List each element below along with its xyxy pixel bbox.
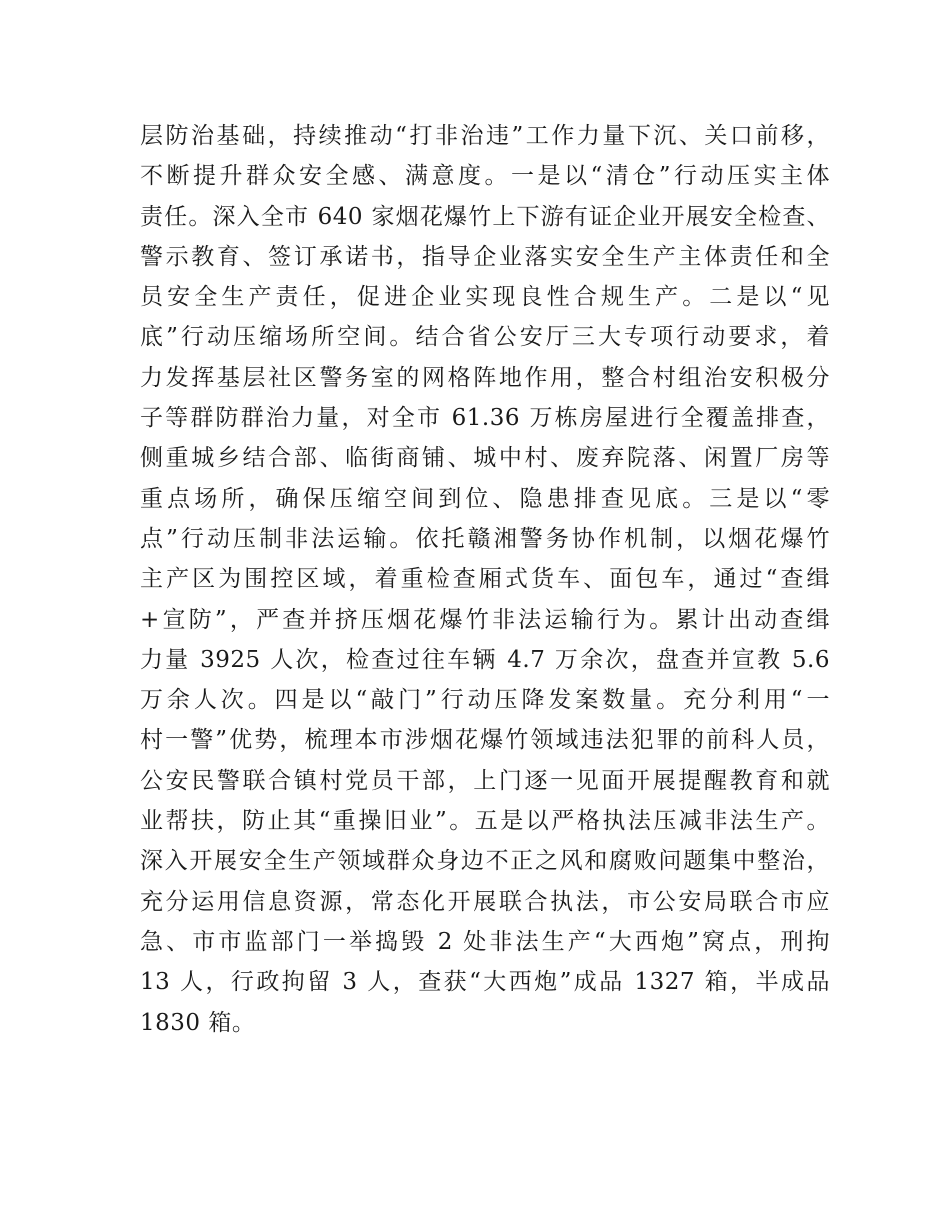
text-line: +宣防”，严查并挤压烟花爆竹非法运输行为。累计出动查缉 xyxy=(140,606,830,633)
text-line: 充分运用信息资源，常态化开展联合执法，市公安局联合市应 xyxy=(140,888,830,915)
text-line: 1830 箱。 xyxy=(140,1009,256,1036)
text-line: 主产区为围控区域，着重检查厢式货车、面包车，通过“查缉 xyxy=(140,566,830,593)
text-line: 点”行动压制非法运输。依托赣湘警务协作机制，以烟花爆竹 xyxy=(140,525,830,552)
text-line: 不断提升群众安全感、满意度。一是以“清仓”行动压实主体 xyxy=(140,163,830,190)
text-line: 重点场所，确保压缩空间到位、隐患排查见底。三是以“零 xyxy=(140,485,830,512)
text-line: 层防治基础，持续推动“打非治违”工作力量下沉、关口前移， xyxy=(140,123,830,149)
text-line: 警示教育、签订承诺书，指导企业落实安全生产主体责任和全 xyxy=(140,243,830,270)
text-line: 村一警”优势，梳理本市涉烟花爆竹领域违法犯罪的前科人员， xyxy=(140,727,830,754)
text-line: 公安民警联合镇村党员干部，上门逐一见面开展提醒教育和就 xyxy=(140,767,830,794)
text-line: 力量 3925 人次，检查过往车辆 4.7 万余次，盘查并宣教 5.6 xyxy=(140,646,830,673)
text-line: 侧重城乡结合部、临街商铺、城中村、废弃院落、闲置厂房等 xyxy=(140,445,830,472)
text-line: 子等群防群治力量，对全市 61.36 万栋房屋进行全覆盖排查， xyxy=(140,405,830,432)
text-line: 业帮扶，防止其“重操旧业”。五是以严格执法压减非法生产。 xyxy=(140,808,830,835)
text-line: 13 人，行政拘留 3 人，查获“大西炮”成品 1327 箱，半成品 xyxy=(140,969,830,996)
text-line: 底”行动压缩场所空间。结合省公安厅三大专项行动要求，着 xyxy=(140,324,830,351)
text-line: 万余人次。四是以“敲门”行动压降发案数量。充分利用“一 xyxy=(140,687,830,714)
text-line: 深入开展安全生产领域群众身边不正之风和腐败问题集中整治， xyxy=(140,848,830,875)
text-line: 责任。深入全市 640 家烟花爆竹上下游有证企业开展安全检查、 xyxy=(140,203,830,230)
text-line: 力发挥基层社区警务室的网格阵地作用，整合村组治安积极分 xyxy=(140,364,830,391)
text-line: 急、市市监部门一举捣毁 2 处非法生产“大西炮”窝点，刑拘 xyxy=(140,928,830,955)
body-text xyxy=(140,116,830,1043)
text-line: 员安全生产责任，促进企业实现良性合规生产。二是以“见 xyxy=(140,284,830,311)
